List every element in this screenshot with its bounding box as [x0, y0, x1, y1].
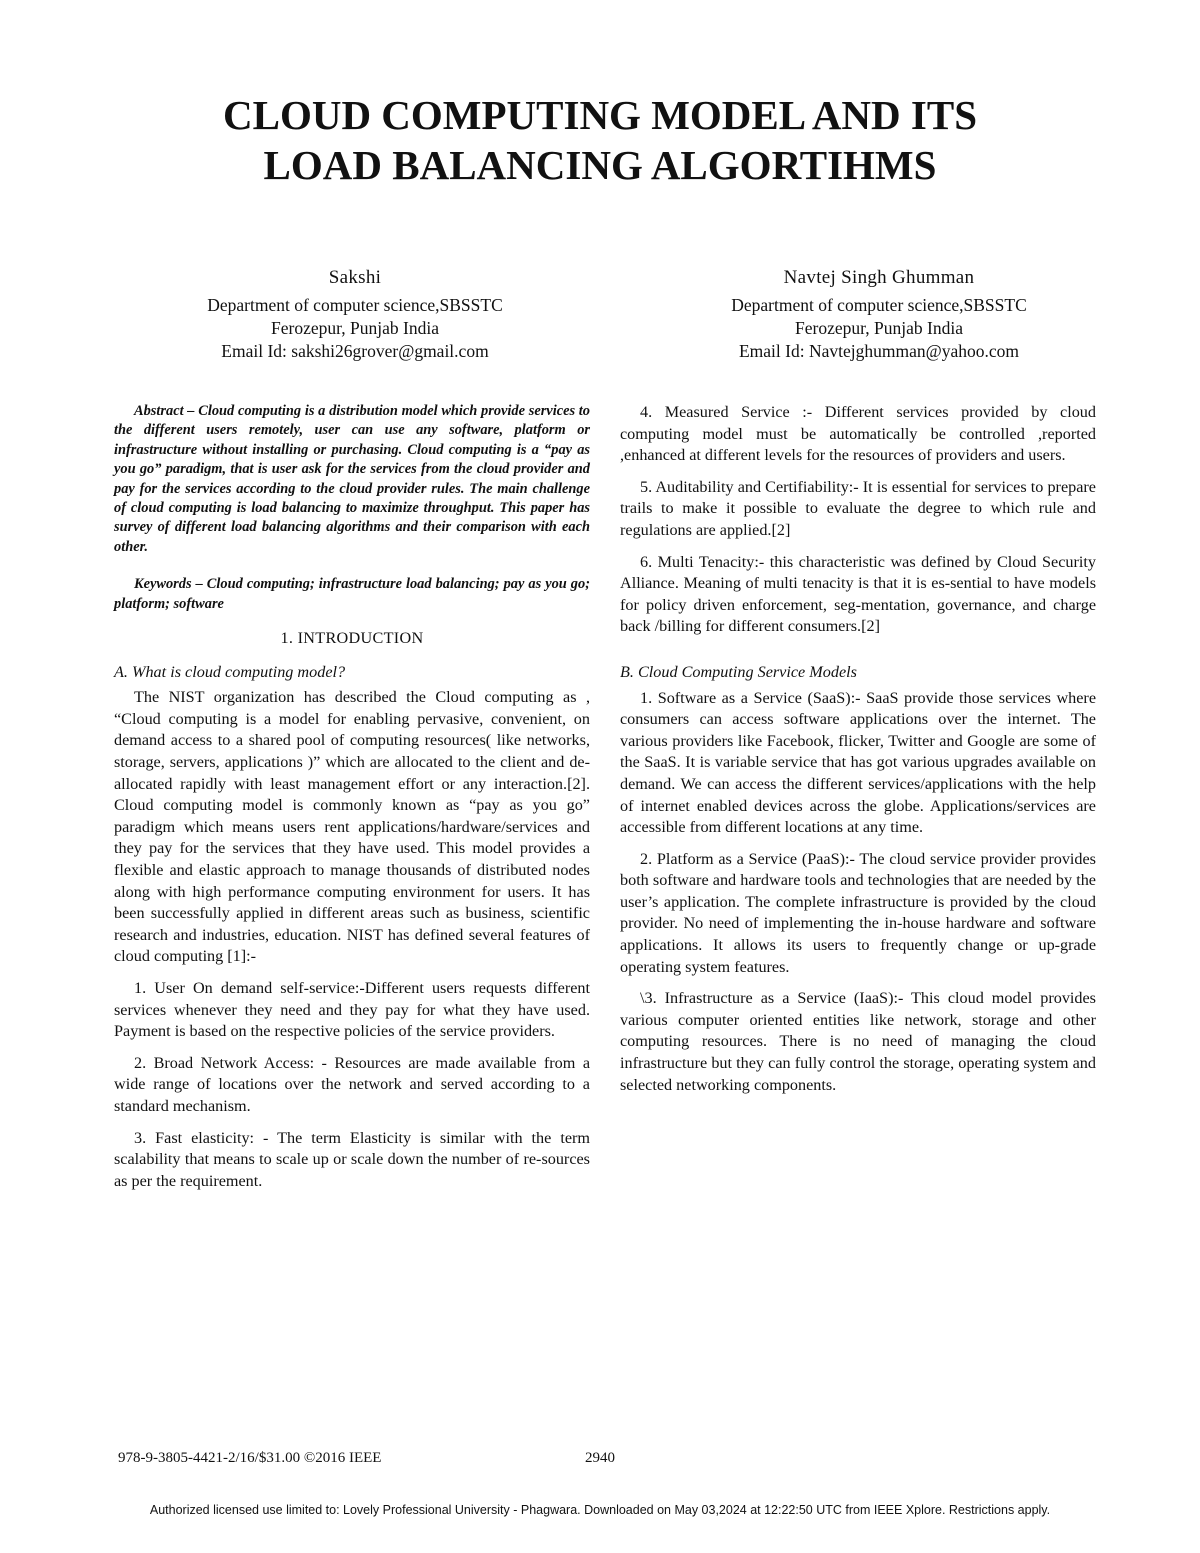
author-name: Navtej Singh Ghumman: [783, 267, 975, 288]
author-department: Department of computer science,SBSSTC: [731, 295, 1027, 315]
author-block-1: [120, 266, 590, 363]
keywords: Keywords – Cloud computing; infrastructure load balancing; pay as you go; platform; software: [114, 576, 590, 612]
left-column: [114, 402, 590, 1202]
author-location: Ferozepur, Punjab India: [795, 318, 963, 338]
feature-paragraph-3: 3. Fast elasticity: - The term Elasticity is similar with the term scalability that means to scale up or scale down the number of re-sources as per the requirement.: [114, 1128, 590, 1190]
paper-title: [0, 90, 1200, 190]
author-email: Email Id: sakshi26grover@gmail.com: [221, 341, 489, 361]
feature-paragraph-4: 4. Measured Service :- Different services provided by cloud computing model must be automatically be controlled ,reported ,enhanced at different levels for the resources of providers and users.: [620, 403, 1096, 465]
subsection-heading-b: B. Cloud Computing Service Models: [620, 662, 857, 681]
title-line-2: LOAD BALANCING ALGORTIHMS: [263, 142, 937, 188]
page-number: 2940: [585, 1450, 615, 1466]
feature-paragraph-2: 2. Broad Network Access: - Resources are made available from a wide range of locations over the network and served according to a standard mechanism.: [114, 1053, 590, 1115]
copyright-line: 978-9-3805-4421-2/16/$31.00 ©2016 IEEE: [118, 1450, 382, 1466]
service-model-paas: 2. Platform as a Service (PaaS):- The cloud service provider provides both software and hardware tools and technologies that are needed by the user’s application. The complete infrastructure is provided by the cloud provider. No need of implementing the in-house hardware and software applications. It allows its users to frequently change or up-grade operating system features.: [620, 849, 1096, 976]
abstract: Abstract – Cloud computing is a distribution model which provide services to the different users remotely, user can use any software, platform or infrastructure without installing or purchasing. Cloud computing is a “pay as you go” paradigm, that is user ask for the services from the cloud provider and pay for the services according to the cloud provider rules. The main challenge of cloud computing is load balancing to maximize throughput. This paper has survey of different load balancing algorithms and their comparison with each other.: [114, 403, 590, 555]
right-column: [620, 402, 1096, 1106]
feature-paragraph-5: 5. Auditability and Certifiability:- It is essential for services to prepare trails to make it possible to evaluate the degree to which rule and regulations are applied.[2]: [620, 477, 1096, 539]
author-block-2: [644, 266, 1114, 363]
author-email: Email Id: Navtejghumman@yahoo.com: [738, 341, 1019, 361]
intro-paragraph: The NIST organization has described the Cloud computing as , “Cloud computing is a model for enabling pervasive, convenient, on demand access to a shared pool of computing resources( like networks, storage, servers, applications )” which are allocated to the client and de-allocated rapidly with least management effort or any interaction.[2]. Cloud computing model is commonly known as “pay as you go” paradigm which means users rent applications/hardware/services and they pay for the services that they have used. This model provides a flexible and elastic approach to manage thousands of distributed nodes along with high performance computing environment for users. It has been successfully applied in different areas such as business, scientific research and industries, education. NIST has defined several features of cloud computing [1]:-: [114, 688, 590, 966]
feature-paragraph-1: 1. User On demand self-service:-Different users requests different services whenever they need and they pay for what they have used. Payment is based on the respective policies of the service providers.: [114, 978, 590, 1041]
service-model-iaas: \3. Infrastructure as a Service (IaaS):- This cloud model provides various computer oriented entities like network, storage and other computing resources. There is no need of managing the cloud infrastructure but they can fully control the storage, operating system and selected networking components.: [620, 989, 1096, 1094]
subsection-heading-a: A. What is cloud computing model?: [114, 662, 346, 681]
author-location: Ferozepur, Punjab India: [271, 318, 439, 338]
author-department: Department of computer science,SBSSTC: [207, 295, 503, 315]
feature-paragraph-6: 6. Multi Tenacity:- this characteristic was defined by Cloud Security Alliance. Meaning of multi tenacity is that it is es-sential to have models for policy driven enforcement, seg-mentation, governance, and charge back /billing for different consumers.[2]: [620, 552, 1096, 636]
section-heading-introduction: 1. INTRODUCTION: [280, 629, 424, 648]
service-model-saas: 1. Software as a Service (SaaS):- SaaS provide those services where consumers can access software applications over the internet. The various providers like Facebook, flicker, Twitter and Google are some of the SaaS. It is variable service that has got various upgrades available on demand. We can access the different services/applications with the help of internet enabled devices across the globe. Applications/services are accessible from different locations at any time.: [620, 688, 1096, 837]
license-notice: Authorized licensed use limited to: Lovely Professional University - Phagwara. Downloaded on May 03,2024 at 12:22:50 UTC from IEEE Xplore. Restrictions apply.: [149, 1503, 1051, 1517]
author-name: Sakshi: [328, 267, 382, 288]
title-line-1: CLOUD COMPUTING MODEL AND ITS: [222, 92, 977, 138]
